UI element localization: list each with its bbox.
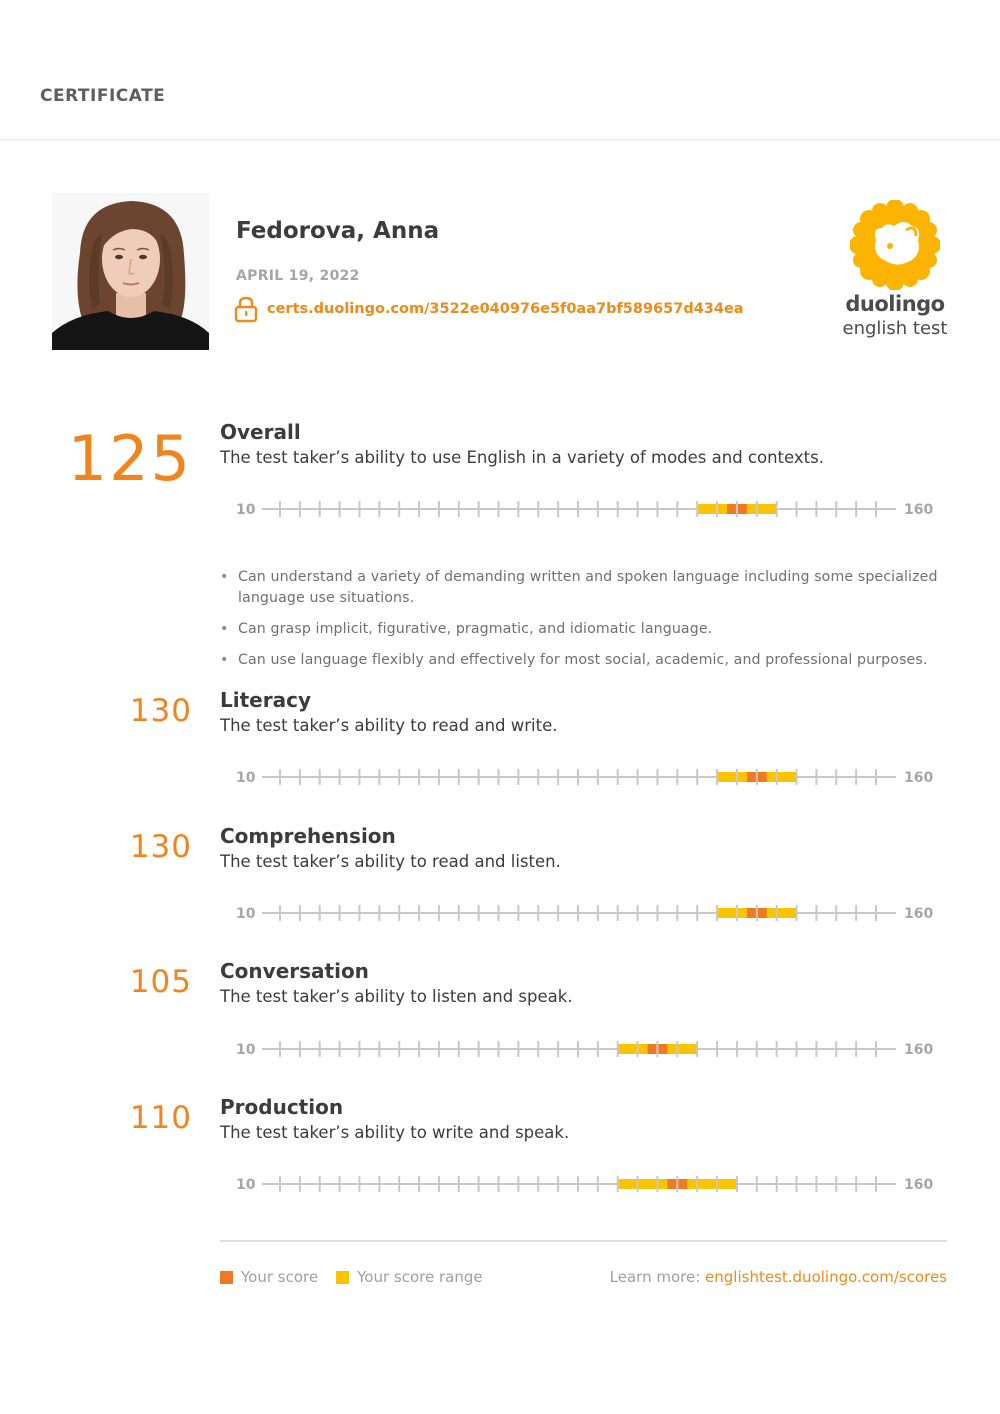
scale-svg — [226, 762, 946, 792]
score-swatch — [220, 1271, 233, 1284]
candidate-photo — [52, 193, 209, 350]
range-segment — [638, 1179, 658, 1189]
scale-min-label: 10 — [236, 770, 256, 786]
production-score: 110 — [129, 1100, 192, 1136]
legend-your-score-label: Your score — [241, 1268, 319, 1286]
scale-svg — [226, 1034, 946, 1064]
legend-your-range-label: Your score range — [357, 1268, 483, 1286]
scale-min-label: 10 — [236, 502, 256, 518]
scale-min-label: 10 — [236, 1042, 256, 1058]
overall-bullet: • Can understand a variety of demanding written and spoken language including some specialized language use situations. — [220, 567, 940, 609]
overall-bullet: • Can use language flexibly and effectively for most social, academic, and professional purposes. — [220, 650, 940, 671]
scale-svg — [226, 898, 946, 928]
comprehension-scale — [226, 898, 946, 928]
conversation-scale — [226, 1034, 946, 1064]
scale-max-label: 160 — [904, 770, 934, 786]
range-segment — [777, 908, 797, 918]
scale-svg — [226, 494, 946, 524]
overall-bullets — [220, 567, 940, 681]
literacy-scale — [226, 762, 946, 792]
production-scale — [226, 1169, 946, 1199]
comprehension-description: The test taker’s ability to read and listen. — [220, 852, 561, 871]
literacy-score: 130 — [129, 693, 192, 729]
scale-min-label: 10 — [236, 906, 256, 922]
range-segment — [618, 1179, 638, 1189]
scale-min-label: 10 — [236, 1177, 256, 1193]
learn-more-link[interactable]: englishtest.duolingo.com/scores — [705, 1268, 947, 1286]
conversation-score: 105 — [129, 964, 192, 1000]
overall-scale — [226, 494, 946, 524]
range-segment — [717, 908, 737, 918]
scale-max-label: 160 — [904, 502, 934, 518]
learn-more — [610, 1268, 947, 1286]
overall-bullet: • Can grasp implicit, figurative, pragmatic, and idiomatic language. — [220, 619, 940, 640]
conversation-title: Conversation — [220, 959, 369, 983]
duolingo-owl-icon — [850, 200, 940, 290]
certificate-link[interactable] — [234, 295, 744, 323]
duolingo-logo — [836, 200, 954, 345]
scale-max-label: 160 — [904, 1042, 934, 1058]
certificate-url[interactable]: certs.duolingo.com/3522e040976e5f0aa7bf589657d434ea — [267, 301, 744, 317]
learn-more-label: Learn more: — [609, 1268, 701, 1286]
scale-max-label: 160 — [904, 906, 934, 922]
range-segment — [677, 1044, 697, 1054]
range-segment — [717, 1179, 737, 1189]
range-segment — [717, 772, 737, 782]
production-description: The test taker’s ability to write and speak. — [220, 1123, 570, 1142]
range-segment — [697, 1179, 717, 1189]
lock-icon — [234, 296, 258, 323]
scale-svg — [226, 1169, 946, 1199]
overall-description: The test taker’s ability to use English in a variety of modes and contexts. — [220, 448, 824, 467]
logo-brand-text: duolingo — [845, 292, 945, 316]
production-title: Production — [220, 1095, 344, 1119]
range-swatch — [336, 1271, 349, 1284]
literacy-description: The test taker’s ability to read and write. — [220, 716, 558, 735]
legend-your-score — [220, 1268, 318, 1286]
overall-score: 125 — [67, 422, 192, 495]
comprehension-title: Comprehension — [220, 824, 396, 848]
literacy-title: Literacy — [220, 688, 311, 712]
legend-your-range — [336, 1268, 482, 1286]
overall-title: Overall — [220, 420, 301, 444]
range-segment — [697, 504, 717, 514]
test-date: APRIL 19, 2022 — [236, 268, 360, 284]
logo-product-text: english test — [842, 318, 948, 339]
score-legend — [220, 1268, 501, 1286]
candidate-name: Fedorova, Anna — [236, 218, 440, 244]
certificate-header — [0, 0, 1000, 140]
header-title: CERTIFICATE — [40, 86, 166, 106]
range-segment — [777, 772, 797, 782]
comprehension-score: 130 — [129, 829, 192, 865]
footer-divider — [220, 1240, 947, 1242]
range-segment — [757, 504, 777, 514]
conversation-description: The test taker’s ability to listen and speak. — [220, 987, 573, 1006]
range-segment — [618, 1044, 638, 1054]
scale-max-label: 160 — [904, 1177, 934, 1193]
